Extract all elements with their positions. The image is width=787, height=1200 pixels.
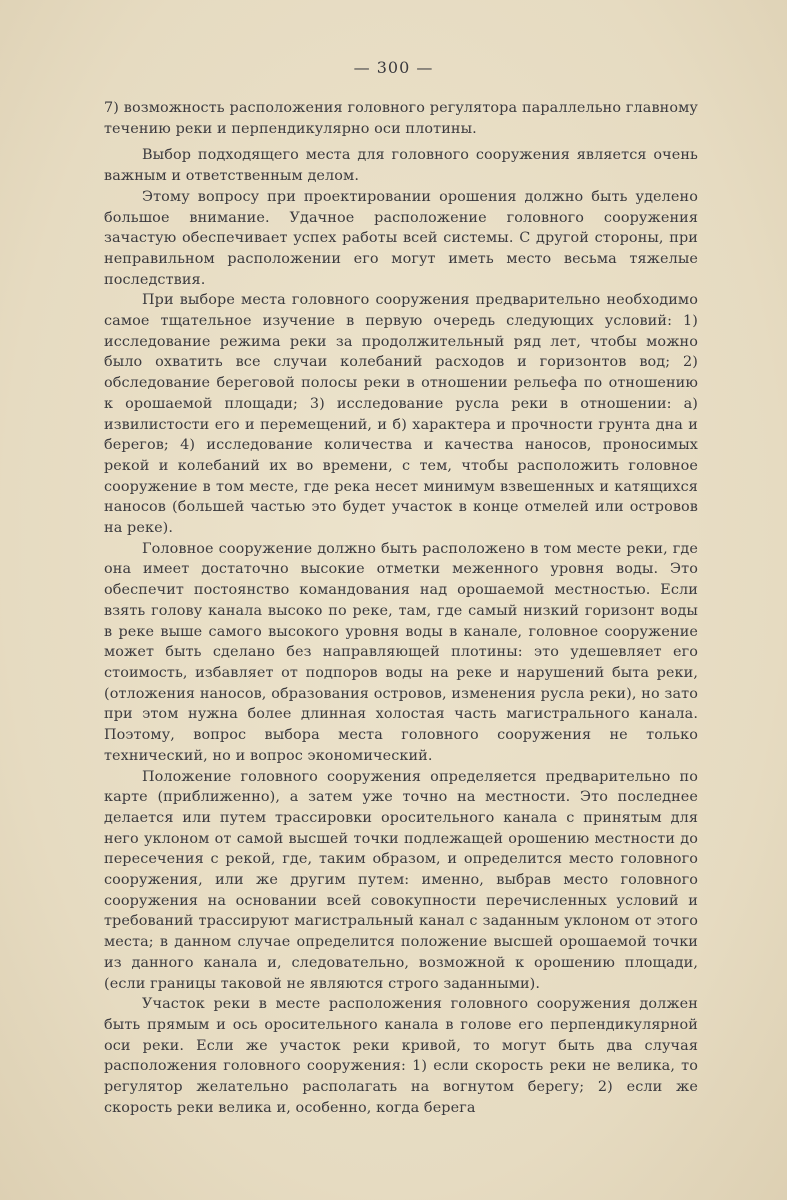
page-number: — 300 —	[353, 58, 434, 77]
paragraph-1: 7) возможность расположения головного регулятора параллельно главному течению реки и перпендикулярно оси плотины.	[104, 100, 698, 137]
paragraph-6: Положение головного сооружения определяется предварительно по карте (приближенно), а затем уже точно на местности. Это последнее делается или путем трассировки оросительного канала с принятым для него уклоном от самой высшей точки подлежащей орошению местности до пересечения с рекой, где, таким образом, и определится место головного сооружения, или же другим путем: именно, выбрав место головного сооружения на основании всей совокупности перечисленных условий и требований трассируют магистральный канал с заданным уклоном от этого места; в данном случае определится положение высшей орошаемой точки из данного канала и, следовательно, возможной к орошению площади, (если границы таковой не являются строго заданными).	[104, 768, 698, 992]
paragraph-5: Головное сооружение должно быть расположено в том месте реки, где она имеет достаточно высокие отметки меженного уровня воды. Это обеспечит постоянство командования над орошаемой местностью. Если взять голову канала высоко по реке, там, где самый низкий горизонт воды в реке выше самого высокого уровня воды в канале, головное сооружение может быть сделано без направляющей плотины: это удешевляет его стоимость, избавляет от подпоров воды на реке и нарушений быта реки, (отложения наносов, образования островов, изменения русла реки), но зато при этом нужна более длинная холостая часть магистрального канала. Поэтому, вопрос выбора места головного сооружения не только технический, но и вопрос экономический.	[104, 540, 698, 764]
paragraph-4: При выборе места головного сооружения предварительно необходимо самое тщательное изучение в первую очередь следующих условий: 1) исследование режима реки за продолжительный ряд лет, чтобы можно было охватить все случаи колебаний расходов и горизонтов вод; 2) обследование береговой полосы реки в отношении рельефа по отношению к орошаемой площади; 3) исследование русла реки в отношении: а) извилистости его и перемещений, и б) характера и прочности грунта дна и берегов; 4) исследование количества и качества наносов, проносимых рекой и колебаний их во времени, с тем, чтобы расположить головное сооружение в том месте, где река несет минимум взвешенных и катящихся наносов (большей частью это будет участок в конце отмелей или островов на реке).	[104, 292, 698, 537]
paragraph-7: Участок реки в месте расположения головного сооружения должен быть прямым и ось оросительного канала в голове его перпендикулярной оси реки. Если же участок реки кривой, то могут быть два случая расположения головного сооружения: 1) если скорость реки не велика, то регулятор желательно располагать на вогнутом берегу; 2) если же скорость реки велика и, особенно, когда берега	[104, 996, 698, 1116]
paragraph-2: Выбор подходящего места для головного сооружения является очень важным и ответственным делом.	[104, 147, 698, 185]
body-text	[104, 98, 698, 1118]
paragraph-3: Этому вопросу при проектировании орошения должно быть уделено большое внимание. Удачное расположение головного сооружения зачастую обеспечивает успех работы всей системы. С другой стороны, при неправильном расположении его могут иметь место весьма тяжелые последствия.	[104, 188, 698, 288]
